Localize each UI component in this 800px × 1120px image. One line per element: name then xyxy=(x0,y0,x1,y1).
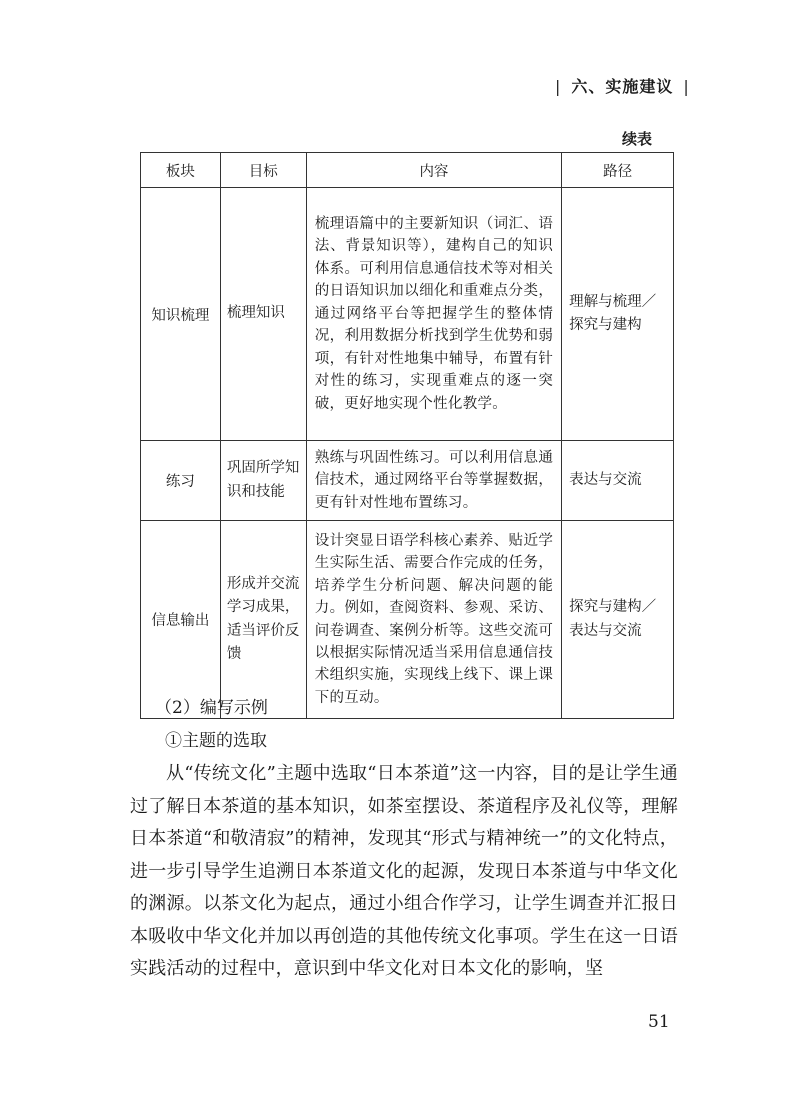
row-goal: 梳理知识 xyxy=(220,188,306,441)
column-header-module: 板块 xyxy=(141,153,221,188)
row-content: 设计突显日语学科核心素养、贴近学生实际生活、需要合作完成的任务，培养学生分析问题、解决问题的能力。例如，查阅资料、参观、采访、问卷调查、案例分析等。这些交流可以根据实际情况适当采用信息通信技术组织实施，实现线上线下、课上课下的互动。 xyxy=(306,521,561,719)
page-number: 51 xyxy=(648,1012,670,1032)
table-row xyxy=(141,441,674,521)
row-goal: 巩固所学知识和技能 xyxy=(220,441,306,521)
table-header-row xyxy=(141,153,674,188)
row-content: 熟练与巩固性练习。可以利用信息通信技术，通过网络平台等掌握数据，更有针对性地布置练习。 xyxy=(306,441,561,521)
column-header-path: 路径 xyxy=(562,153,674,188)
header-divider-left: | xyxy=(555,77,562,96)
continued-label: 续表 xyxy=(622,130,653,148)
body-paragraph: 从“传统文化”主题中选取“日本茶道”这一内容，目的是让学生通过了解日本茶道的基本知识，如茶室摆设、茶道程序及礼仪等，理解日本茶道“和敬清寂”的精神，发现其“形式与精神统一”的文化特点，进一步引导学生追溯日本茶道文化的起源，发现日本茶道与中华文化的渊源。以茶文化为起点，通过小组合作学习，让学生调查并汇报日本吸收中华文化并加以再创造的其他传统文化事项。学生在这一日语实践活动的过程中，意识到中华文化对日本文化的影响，坚 xyxy=(130,763,678,979)
row-path: 表达与交流 xyxy=(562,441,674,521)
row-module: 信息输出 xyxy=(141,521,221,719)
table-row xyxy=(141,188,674,441)
row-content: 梳理语篇中的主要新知识（词汇、语法、背景知识等），建构自己的知识体系。可利用信息通信技术等对相关的日语知识加以细化和重难点分类，通过网络平台等把握学生的整体情况，利用数据分析找到学生优势和弱项，有针对性地集中辅导，布置有针对性的练习，实现重难点的逐一突破，更好地实现个性化教学。 xyxy=(306,188,561,441)
section-title: 六、实施建议 xyxy=(571,77,674,96)
column-header-goal: 目标 xyxy=(220,153,306,188)
curriculum-table xyxy=(140,152,674,719)
column-header-content: 内容 xyxy=(306,153,561,188)
running-header xyxy=(545,74,700,97)
subheading-topic-selection: ①主题的选取 xyxy=(165,731,267,751)
header-divider-right: | xyxy=(683,77,690,96)
row-goal: 形成并交流学习成果，适当评价反馈 xyxy=(220,521,306,719)
table-row xyxy=(141,521,674,719)
row-path: 理解与梳理／探究与建构 xyxy=(562,188,674,441)
row-module: 知识梳理 xyxy=(141,188,221,441)
row-path: 探究与建构／表达与交流 xyxy=(562,521,674,719)
subheading-example: （2）编写示例 xyxy=(155,698,268,718)
row-module: 练习 xyxy=(141,441,221,521)
